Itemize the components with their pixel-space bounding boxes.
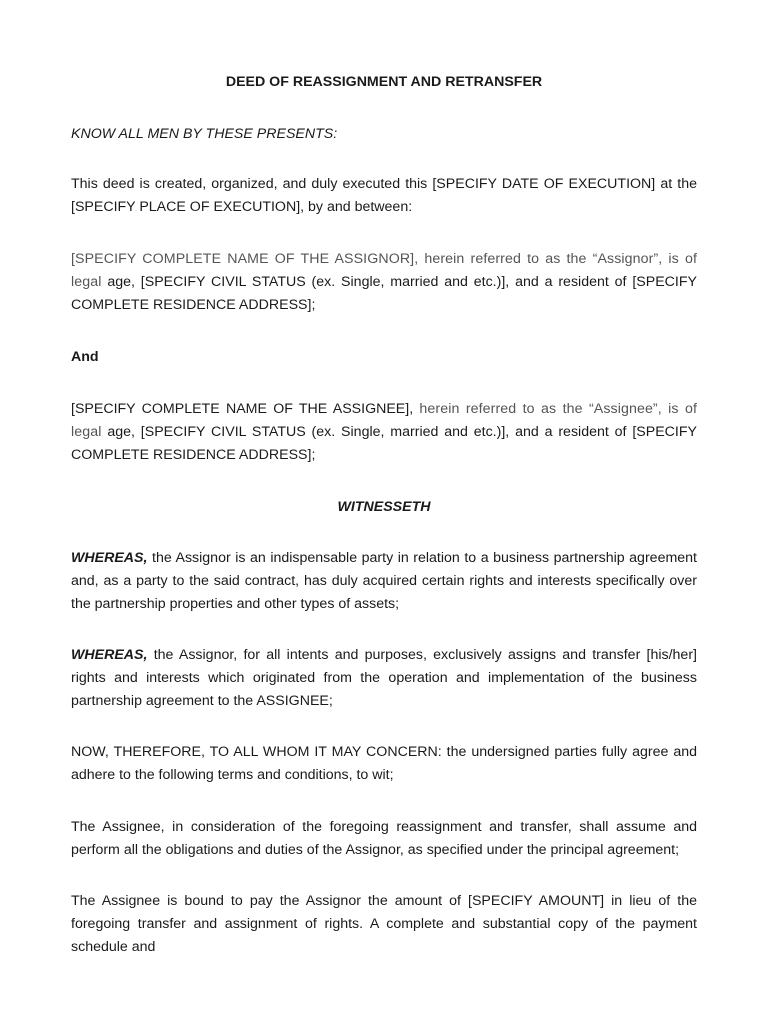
whereas-text-1: the Assignor is an indispensable party in relation to a business partnership agreement and, as a party to the said contract, has duly acquired certain rights and interests specifically over the partnership properties and other types of assets; [71,550,697,612]
whereas-lead-2: WHEREAS, [71,647,148,663]
assignee-paragraph [71,398,697,467]
witnesseth-heading: WITNESSETH [337,499,431,515]
assignor-status-clause: age, [SPECIFY CIVIL STATUS (ex. Single, married and etc.)], and a resident of [SPECIFY COMPLETE RESIDENCE ADDRESS]; [71,274,697,313]
assume-obligations-paragraph: The Assignee, in consideration of the foregoing reassignment and transfer, shall assume and perform all the obligations and duties of the Assignor, as specified under the principal agreement; [71,819,697,858]
document-title: DEED OF REASSIGNMENT AND RETRANSFER [225,74,543,90]
assignee-name-clause: [SPECIFY COMPLETE NAME OF THE ASSIGNEE], [71,401,414,417]
whereas-text-2: the Assignor, for all intents and purposes, exclusively assigns and transfer [his/her] rights and interests which originated from the operation and implementation of the business partnership agreement to the ASSIGNEE; [71,647,697,709]
assignor-name-clause: [SPECIFY COMPLETE NAME OF THE ASSIGNOR], herein referred to as the “Assignor”, is of legal [71,251,697,290]
whereas-lead-1: WHEREAS, [71,550,148,566]
assignee-referred-clause: herein referred to as the “Assignee”, is of legal [71,401,697,440]
assignor-paragraph [71,248,697,317]
now-therefore-paragraph: NOW, THEREFORE, TO ALL WHOM IT MAY CONCERN: the undersigned parties fully agree and adhere to the following terms and conditions, to wit; [71,744,697,783]
whereas-paragraph-1 [71,547,697,616]
intro-paragraph: This deed is created, organized, and duly executed this [SPECIFY DATE OF EXECUTION] at the [SPECIFY PLACE OF EXECUTION], by and between: [71,176,697,215]
assignee-status-clause: age, [SPECIFY CIVIL STATUS (ex. Single, married and etc.)], and a resident of [SPECIFY COMPLETE RESIDENCE ADDRESS]; [71,424,697,463]
know-all-men-heading: KNOW ALL MEN BY THESE PRESENTS: [71,126,338,142]
and-label: And [71,349,99,365]
whereas-paragraph-2 [71,644,697,713]
payment-paragraph: The Assignee is bound to pay the Assignor the amount of [SPECIFY AMOUNT] in lieu of the foregoing transfer and assignment of rights. A complete and substantial copy of the payment schedule and [71,893,697,955]
